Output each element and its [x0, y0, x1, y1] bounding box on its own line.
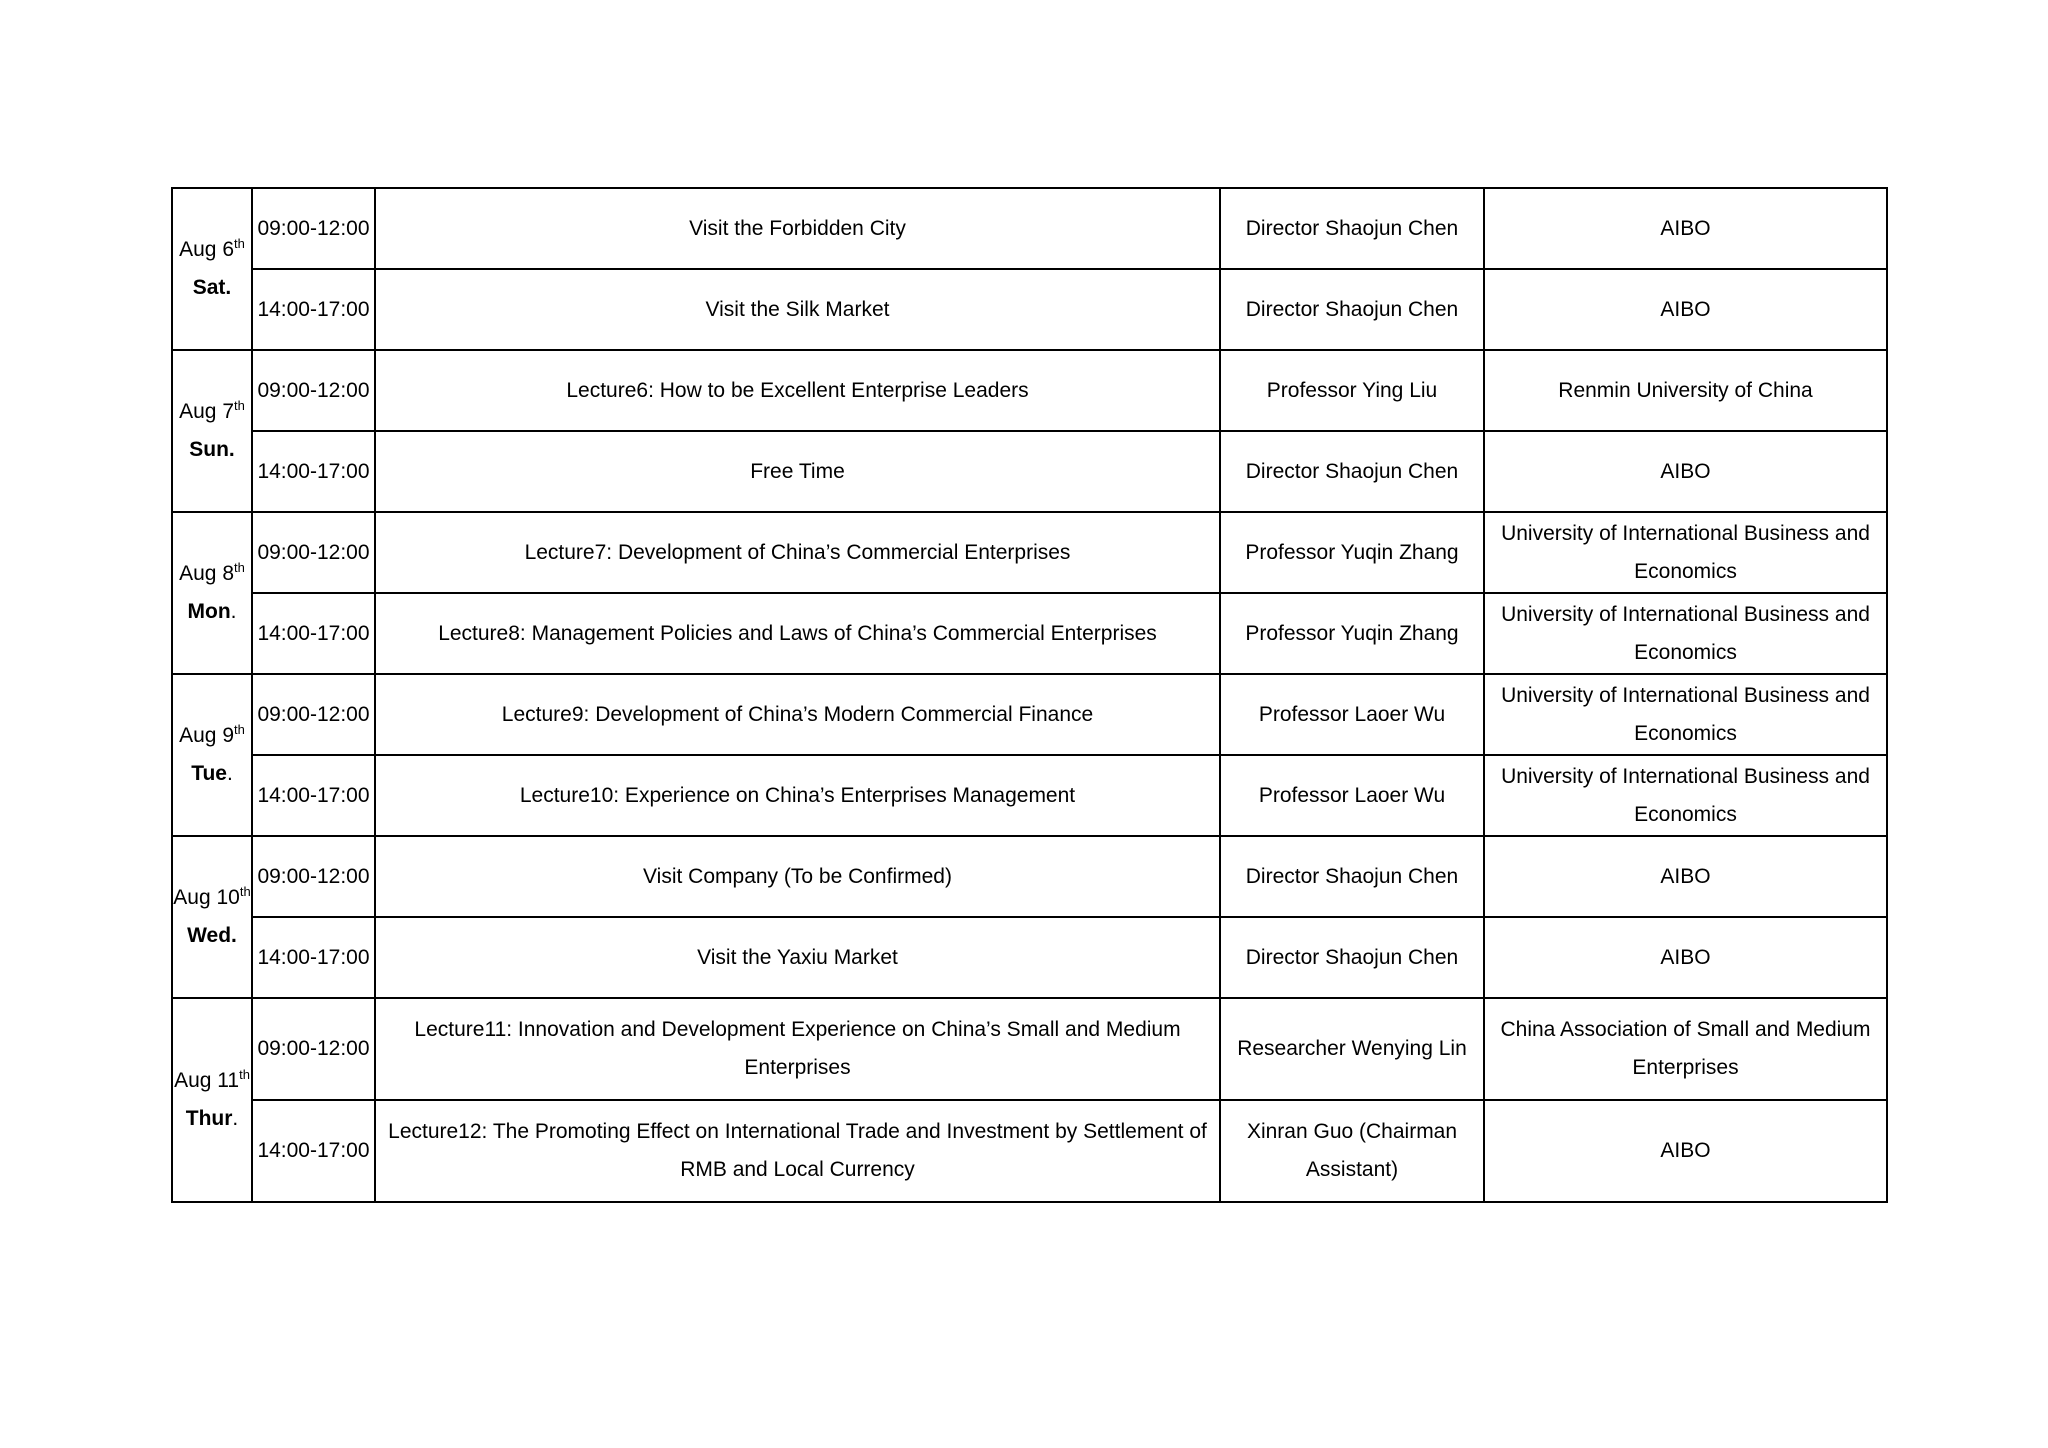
table-row [172, 836, 1887, 917]
day-date-suffix: th [234, 398, 245, 413]
session-time: 14:00-17:00 [252, 593, 375, 674]
day-weekday: Sat [192, 276, 226, 299]
session-time: 09:00-12:00 [252, 674, 375, 755]
session-speaker: Director Shaojun Chen [1220, 836, 1484, 917]
session-speaker: Researcher Wenying Lin [1220, 998, 1484, 1100]
session-organization: Renmin University of China [1484, 350, 1887, 431]
day-weekday-dot: . [232, 1107, 239, 1130]
session-time: 14:00-17:00 [252, 269, 375, 350]
day-weekday: Sun [189, 438, 229, 461]
day-cell [172, 674, 252, 836]
day-date: Aug 6 [179, 238, 235, 261]
session-time: 09:00-12:00 [252, 998, 375, 1100]
session-speaker: Professor Yuqin Zhang [1220, 593, 1484, 674]
session-time: 09:00-12:00 [252, 512, 375, 593]
session-organization: China Association of Small and Medium Enterprises [1484, 998, 1887, 1100]
session-speaker: Professor Yuqin Zhang [1220, 512, 1484, 593]
day-weekday-dot: . [225, 276, 232, 299]
table-row [172, 512, 1887, 593]
day-date: Aug 9 [179, 724, 235, 747]
day-cell [172, 512, 252, 674]
session-organization: University of International Business and Economics [1484, 674, 1887, 755]
day-weekday-dot: . [231, 924, 237, 947]
session-organization: University of International Business and Economics [1484, 512, 1887, 593]
table-row [172, 593, 1887, 674]
table-row [172, 998, 1887, 1100]
day-date: Aug 11 [174, 1069, 240, 1092]
day-date: Aug 8 [179, 562, 235, 585]
day-date-suffix: th [234, 236, 245, 251]
table-row [172, 755, 1887, 836]
day-date: Aug 7 [179, 400, 235, 423]
day-date-suffix: th [234, 722, 245, 737]
session-speaker: Xinran Guo (Chairman Assistant) [1220, 1100, 1484, 1202]
session-topic: Visit the Yaxiu Market [375, 917, 1220, 998]
day-weekday-dot: . [226, 762, 233, 785]
schedule-table [171, 187, 1888, 1203]
day-weekday: Tue [191, 762, 227, 785]
session-organization: AIBO [1484, 1100, 1887, 1202]
session-speaker: Director Shaojun Chen [1220, 917, 1484, 998]
session-time: 14:00-17:00 [252, 755, 375, 836]
day-cell [172, 188, 252, 350]
table-row [172, 350, 1887, 431]
session-organization: AIBO [1484, 431, 1887, 512]
table-row [172, 188, 1887, 269]
session-time: 09:00-12:00 [252, 188, 375, 269]
session-time: 14:00-17:00 [252, 431, 375, 512]
session-topic: Lecture8: Management Policies and Laws of China’s Commercial Enterprises [375, 593, 1220, 674]
day-weekday: Wed [187, 924, 232, 947]
day-date-suffix: th [239, 1067, 250, 1082]
session-topic: Visit the Silk Market [375, 269, 1220, 350]
session-speaker: Professor Laoer Wu [1220, 674, 1484, 755]
session-organization: AIBO [1484, 836, 1887, 917]
day-weekday: Thur [185, 1107, 233, 1130]
day-weekday-dot: . [230, 600, 237, 623]
session-speaker: Director Shaojun Chen [1220, 188, 1484, 269]
session-speaker: Director Shaojun Chen [1220, 431, 1484, 512]
session-topic: Visit Company (To be Confirmed) [375, 836, 1220, 917]
table-row [172, 674, 1887, 755]
day-cell [172, 836, 252, 998]
session-organization: University of International Business and Economics [1484, 755, 1887, 836]
session-topic: Lecture10: Experience on China’s Enterprises Management [375, 755, 1220, 836]
day-weekday-dot: . [228, 438, 235, 461]
day-date-suffix: th [239, 884, 251, 899]
session-speaker: Professor Laoer Wu [1220, 755, 1484, 836]
session-speaker: Professor Ying Liu [1220, 350, 1484, 431]
session-topic: Lecture7: Development of China’s Commercial Enterprises [375, 512, 1220, 593]
table-row [172, 431, 1887, 512]
session-organization: University of International Business and Economics [1484, 593, 1887, 674]
table-row [172, 917, 1887, 998]
session-time: 09:00-12:00 [252, 836, 375, 917]
session-topic: Visit the Forbidden City [375, 188, 1220, 269]
day-date: Aug 10 [173, 886, 240, 909]
session-organization: AIBO [1484, 188, 1887, 269]
session-time: 14:00-17:00 [252, 1100, 375, 1202]
session-organization: AIBO [1484, 917, 1887, 998]
day-weekday: Mon [187, 600, 231, 623]
day-cell [172, 350, 252, 512]
session-topic: Lecture11: Innovation and Development Experience on China’s Small and Medium Enterprises [375, 998, 1220, 1100]
session-topic: Lecture6: How to be Excellent Enterprise Leaders [375, 350, 1220, 431]
session-organization: AIBO [1484, 269, 1887, 350]
table-row [172, 269, 1887, 350]
session-topic: Free Time [375, 431, 1220, 512]
day-date-suffix: th [234, 560, 245, 575]
session-speaker: Director Shaojun Chen [1220, 269, 1484, 350]
session-time: 09:00-12:00 [252, 350, 375, 431]
session-topic: Lecture9: Development of China’s Modern Commercial Finance [375, 674, 1220, 755]
table-row [172, 1100, 1887, 1202]
session-time: 14:00-17:00 [252, 917, 375, 998]
day-cell [172, 998, 252, 1202]
session-topic: Lecture12: The Promoting Effect on International Trade and Investment by Settlement of RMB and Local Currency [375, 1100, 1220, 1202]
